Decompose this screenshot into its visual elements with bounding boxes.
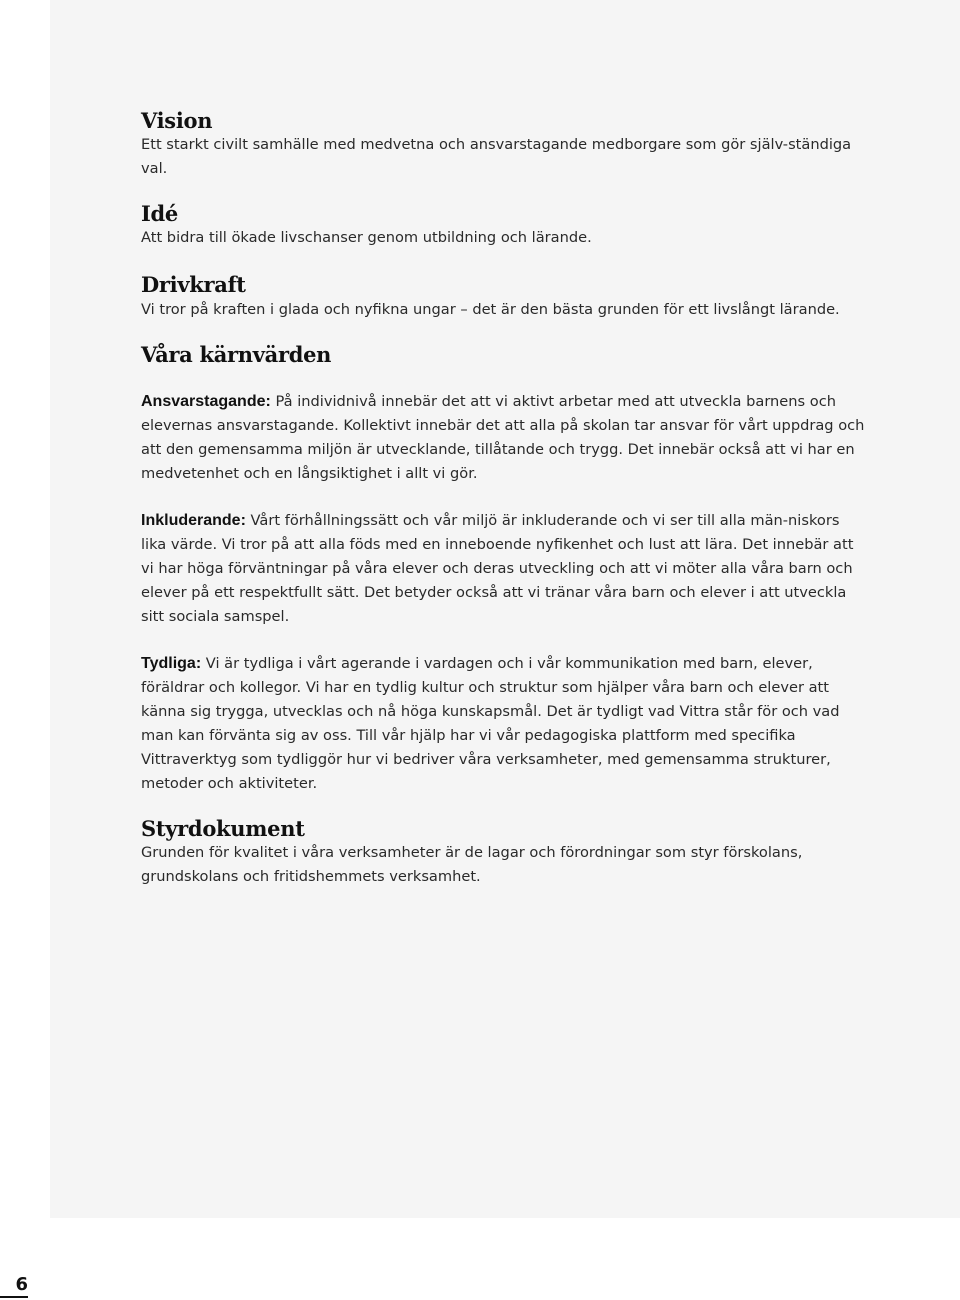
section-text-drivkraft: Vi tror på kraften i glada och nyfikna ungar – det är den bästa grunden för ett livslångt lärande.: [141, 300, 840, 318]
section-text-styrdokument: Grunden för kvalitet i våra verksamheter är de lagar och förordningar som styr förskolans, grundskolans och fritidshemmets verksamhet.: [141, 843, 803, 885]
core-value-label: Ansvarstagande:: [141, 392, 271, 410]
section-drivkraft: [141, 272, 865, 321]
section-ide: [141, 201, 865, 250]
section-heading-karnvarden: Våra kärnvärden: [141, 341, 332, 367]
section-vision: [141, 108, 865, 181]
section-styrdokument: [141, 816, 865, 889]
core-value-inkluderande: [141, 509, 865, 629]
section-heading-ide: Idé: [141, 201, 178, 227]
document-content: [141, 108, 865, 889]
page-number: 6: [0, 1274, 28, 1298]
core-value-text: På individnivå innebär det att vi aktivt arbetar med att utveckla barnens och elevernas ansvarstagande. Kollektivt innebär det att alla på skolan tar ansvar för vårt uppdrag och att den gemensamma miljön är utvecklande, tillåtande och trygg. Det innebär också att vi har en medvetenhet och en långsiktighet i allt vi gör.: [141, 392, 865, 482]
core-value-tydliga: [141, 652, 865, 796]
core-value-ansvarstagande: [141, 390, 865, 486]
core-value-text: Vårt förhållningssätt och vår miljö är inkluderande och vi ser till alla män-niskors lika värde. Vi tror på att alla föds med en inneboende nyfikenhet och lust att lära. Det innebär att vi har höga förväntningar på våra elever och deras utveckling och att vi möter alla våra barn och elever på ett respektfullt sätt. Det betyder också att vi tränar våra barn och elever i att utveckla sitt sociala samspel.: [141, 511, 854, 625]
section-heading-vision: Vision: [141, 108, 213, 133]
core-value-text: Vi är tydliga i vårt agerande i vardagen och i vår kommunikation med barn, elever, föräldrar och kollegor. Vi har en tydlig kultur och struktur som hjälper våra barn och elever att känna sig trygga, utvecklas och nå höga kunskapsmål. Det är tydligt vad Vittra står för och vad man kan förvänta sig av oss. Till vår hjälp har vi vår pedagogiska plattform med specifika Vittraverktyg som tydliggör hur vi bedriver våra verksamheter, med gemensamma strukturer, metoder och aktiviteter.: [141, 654, 840, 792]
section-heading-drivkraft: Drivkraft: [141, 272, 246, 298]
section-heading-styrdokument: Styrdokument: [141, 815, 305, 841]
core-value-label: Inkluderande:: [141, 511, 246, 529]
core-value-label: Tydliga:: [141, 654, 202, 672]
section-text-ide: Att bidra till ökade livschanser genom utbildning och lärande.: [141, 229, 592, 247]
section-text-vision: Ett starkt civilt samhälle med medvetna och ansvarstagande medborgare som gör själv-ständiga val.: [141, 136, 852, 178]
section-karnvarden: [141, 342, 865, 796]
